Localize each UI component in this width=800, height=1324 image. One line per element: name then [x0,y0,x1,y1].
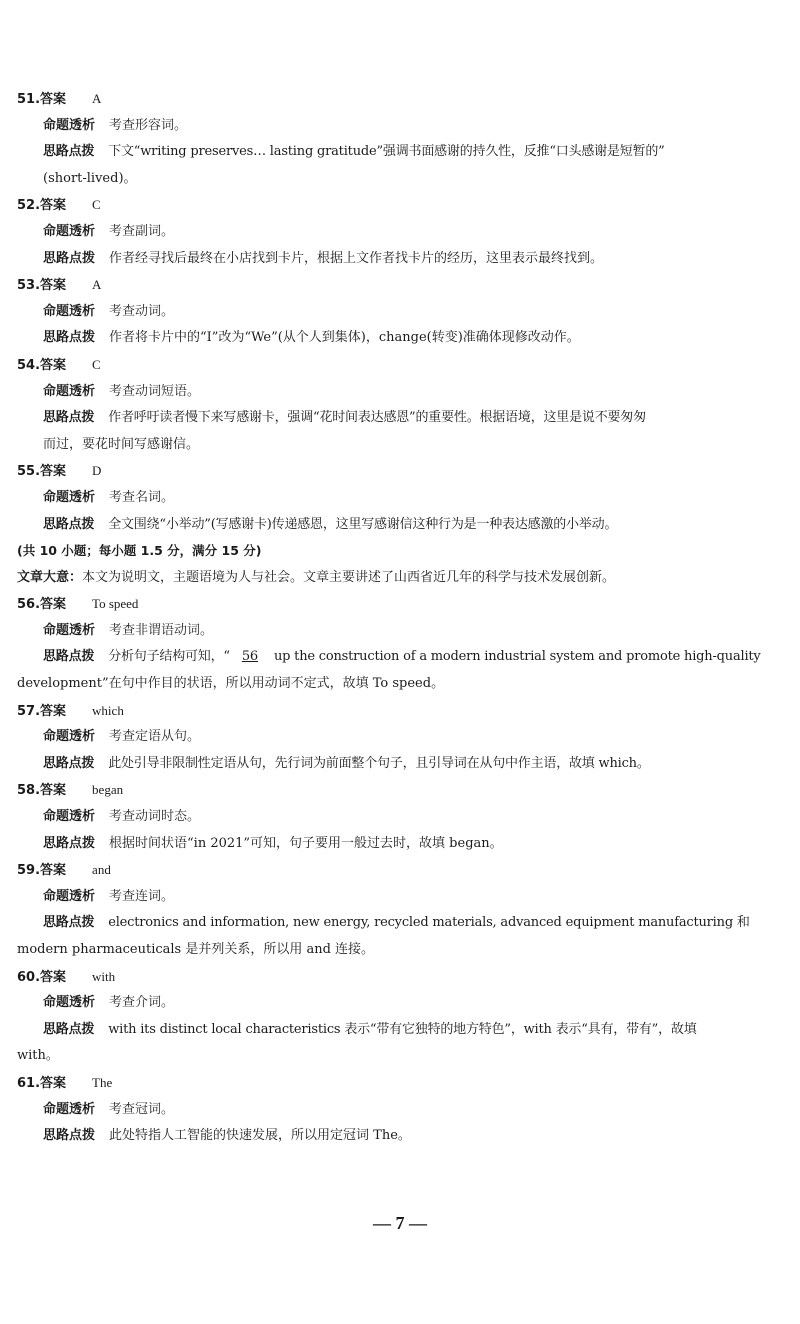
answer-value: A [92,91,102,106]
analysis-text: 考查动词。 [109,303,175,319]
hint-text-cont: with。 [17,1048,59,1064]
hint-text: 此处特指人工智能的快速发展，所以用定冠词 The。 [109,1128,411,1144]
answer-label: 答案 [40,92,67,107]
answer-item-56 [17,591,789,697]
item-number: 55. [17,464,41,480]
analysis-label: 命题透析 [43,223,96,239]
hint-label: 思路点拨 [43,144,95,160]
analysis-text: 考查副词。 [109,223,175,239]
answer-label: 答案 [40,278,67,294]
hint-text: with its distinct local characteristics 表示“带有它独特的地方特色”，with 表示“具有，带有”，故填 [108,1021,697,1037]
analysis-text: 考查介词。 [109,995,175,1011]
hint-label: 思路点拨 [43,516,95,532]
analysis-label: 命题透析 [43,489,96,505]
item-number: 57. [17,703,41,719]
hint-label: 思路点拨 [43,330,96,346]
answer-value: began [92,782,124,798]
analysis-text: 考查冠词。 [109,1101,175,1117]
hint-label: 思路点拨 [43,1128,96,1144]
hint-text: 下文“writing preserves… lasting gratitude”强调书面感谢的持久性，反推“口头感谢是短暂的” [108,144,665,160]
answer-label: 答案 [40,1075,67,1091]
hint-text-cont: development”在句中作目的状语，所以用动词不定式，故填 To speed。 [17,676,445,692]
answer-label: 答案 [40,783,67,799]
item-number: 61. [17,1075,41,1091]
hint-text: 根据时间状语“in 2021”可知，句子要用一般过去时，故填 began。 [109,835,503,851]
item-number: 59. [17,863,41,879]
analysis-text: 考查动词短语。 [109,383,201,399]
analysis-text: 考查非谓语动词。 [109,622,214,638]
hint-text: 作者将卡片中的“I”改为“We”(从个人到集体)，change(转变)准确体现修改动作。 [109,330,580,346]
hint-text-cont: (short-lived)。 [43,170,137,186]
answer-label: 答案 [40,357,67,373]
answer-value: C [92,356,101,372]
analysis-text: 考查定语从句。 [109,729,201,745]
summary-text: 本文为说明文，主题语境为人与社会。文章主要讲述了山西省近几年的科学与技术发展创新。 [82,569,616,585]
answer-value: To speed [92,596,139,612]
answer-label: 答案 [40,863,67,879]
hint-text: 全文围绕“小举动”(写感谢卡)传递感恩，这里写感谢信这种行为是一种表达感激的小举动。 [108,516,618,532]
answer-item-53 [17,272,789,352]
hint-label: 思路点拨 [43,755,95,771]
analysis-text: 考查动词时态。 [109,809,201,825]
hint-label: 思路点拨 [43,410,95,426]
answer-label: 答案 [40,969,67,985]
hint-text-b: up the construction of a modern industrial system and promote high-quality [270,649,761,665]
answer-item-55 [17,458,789,538]
hint-text-cont: 而过，要花时间写感谢信。 [43,436,200,452]
analysis-label: 命题透析 [43,995,96,1011]
answer-item-58 [17,777,789,857]
answer-item-51 [17,86,789,192]
item-number: 54. [17,357,41,373]
item-number: 51. [17,92,41,107]
page-number: — 7 — [373,1213,427,1233]
analysis-text: 考查连词。 [109,888,175,904]
answer-item-57 [17,698,789,778]
answer-label: 答案 [40,198,67,214]
answer-value: with [92,968,116,984]
hint-text-cont: modern pharmaceuticals 是并列关系，所以用 and 连接。 [17,942,375,957]
hint-label: 思路点拨 [43,835,96,851]
answer-item-52 [17,192,789,272]
summary-label: 文章大意： [17,569,83,585]
answer-label: 答案 [40,597,67,613]
hint-label: 思路点拨 [43,649,95,665]
analysis-label: 命题透析 [43,383,96,399]
item-number: 58. [17,783,41,799]
hint-text: 分析句子结构可知，“ [108,649,230,665]
item-number: 53. [17,278,41,294]
answer-value: D [92,463,102,479]
hint-label: 思路点拨 [43,915,95,931]
hint-text: 作者经寻找后最终在小店找到卡片，根据上文作者找卡片的经历，这里表示最终找到。 [109,250,604,266]
hint-label: 思路点拨 [43,250,96,266]
hint-label: 思路点拨 [43,1021,95,1037]
item-number: 56. [17,597,41,613]
answer-value: The [92,1074,113,1090]
section-header: (共 10 小题；每小题 1.5 分，满分 15 分) [17,543,262,559]
analysis-text: 考查形容词。 [109,117,188,133]
analysis-text: 考查名词。 [109,489,175,505]
hint-text: electronics and information, new energy, recycled materials, advanced equipment manufacturing 和 [108,915,750,931]
answer-value: C [92,197,101,213]
answer-content [17,86,789,1150]
answer-value: which [92,702,124,718]
blank-number: 56 [241,649,259,665]
answer-item-59 [17,857,789,963]
analysis-label: 命题透析 [43,888,96,904]
item-number: 60. [17,969,41,985]
answer-item-60 [17,964,789,1070]
analysis-label: 命题透析 [43,303,96,319]
answer-label: 答案 [40,703,67,719]
hint-text: 此处引导非限制性定语从句，先行词为前面整个句子，且引导词在从句中作主语，故填 which。 [108,755,650,771]
analysis-label: 命题透析 [43,1101,96,1117]
item-number: 52. [17,198,41,214]
analysis-label: 命题透析 [43,809,96,825]
analysis-label: 命题透析 [43,729,96,745]
answer-value: A [92,277,102,293]
answer-item-54 [17,352,789,458]
answer-label: 答案 [40,464,67,480]
answer-item-61 [17,1070,789,1150]
analysis-label: 命题透析 [43,622,96,638]
hint-text: 作者呼吁读者慢下来写感谢卡，强调“花时间表达感恩”的重要性。根据语境，这里是说不要匆匆 [108,410,646,426]
answer-value: and [92,862,111,878]
analysis-label: 命题透析 [43,117,96,133]
